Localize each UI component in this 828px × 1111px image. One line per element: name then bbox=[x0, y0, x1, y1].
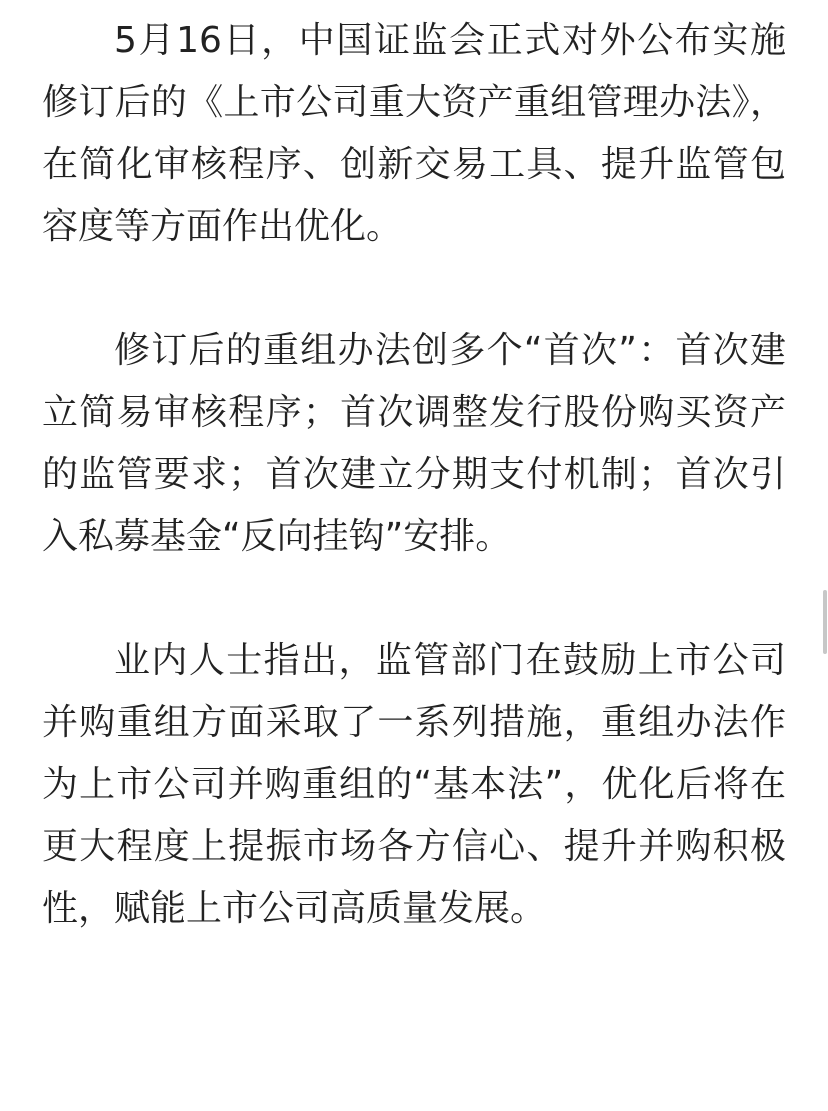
article-body bbox=[42, 10, 786, 940]
scrollbar[interactable] bbox=[823, 590, 827, 654]
paragraph-3: 业内人士指出，监管部门在鼓励上市公司并购重组方面采取了一系列措施，重组办法作为上市公司并购重组的“基本法”，优化后将在更大程度上提振市场各方信心、提升并购积极性，赋能上市公司高质量发展。 bbox=[42, 640, 786, 929]
paragraph-2: 修订后的重组办法创多个“首次”：首次建立简易审核程序；首次调整发行股份购买资产的监管要求；首次建立分期支付机制；首次引入私募基金“反向挂钩”安排。 bbox=[42, 330, 786, 557]
paragraph-1: 5月16日，中国证监会正式对外公布实施修订后的《上市公司重大资产重组管理办法》，在简化审核程序、创新交易工具、提升监管包容度等方面作出优化。 bbox=[42, 20, 786, 247]
